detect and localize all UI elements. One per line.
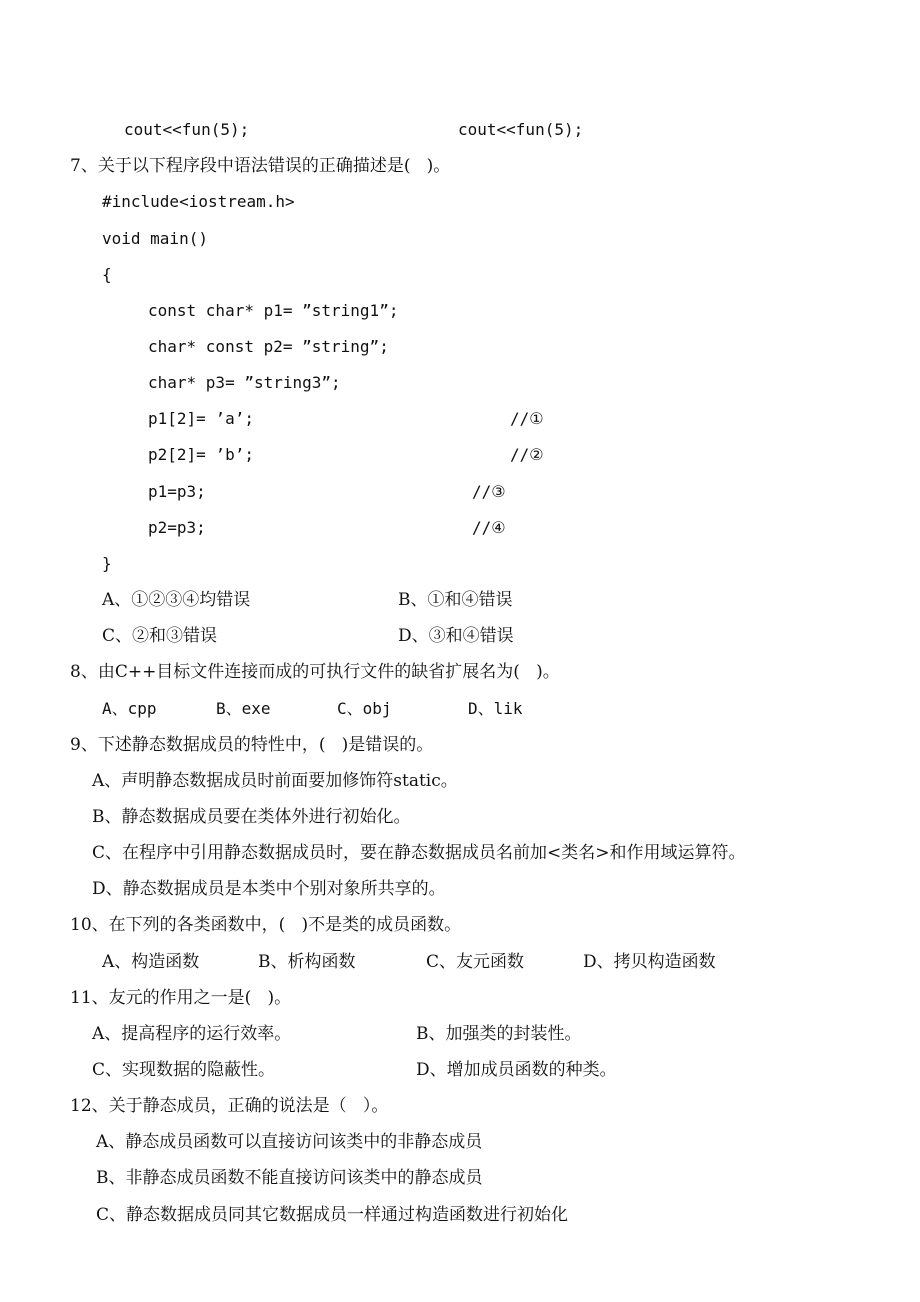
- question-8-option-c: C、obj: [337, 699, 392, 718]
- code-line-3: char* p3= ”string3”;: [148, 373, 341, 392]
- code-line-cout-right: cout<<fun(5);: [458, 120, 584, 139]
- question-10-stem: 10、在下列的各类函数中，( )不是类的成员函数。: [70, 915, 462, 935]
- question-8-stem: 8、由C++目标文件连接而成的可执行文件的缺省扩展名为( )。: [70, 662, 560, 682]
- question-12-option-b: B、非静态成员函数不能直接访问该类中的静态成员: [96, 1168, 483, 1188]
- question-9-stem: 9、下述静态数据成员的特性中，( )是错误的。: [70, 735, 434, 755]
- question-12-option-a: A、静态成员函数可以直接访问该类中的非静态成员: [96, 1132, 483, 1152]
- question-8-option-a: A、cpp: [102, 699, 157, 718]
- question-7-option-b: B、①和④错误: [398, 590, 513, 610]
- question-7-option-a: A、①②③④均错误: [102, 590, 251, 610]
- question-10-option-d: D、拷贝构造函数: [583, 952, 716, 972]
- question-7-stem: 7、关于以下程序段中语法错误的正确描述是( )。: [70, 156, 451, 176]
- code-open-brace: {: [102, 265, 112, 284]
- code-line-4: p1[2]= ’a’;: [148, 409, 254, 428]
- question-10-option-b: B、析构函数: [258, 952, 356, 972]
- question-11-option-c: C、实现数据的隐蔽性。: [92, 1060, 276, 1080]
- code-comment-3: //③: [472, 482, 506, 501]
- code-comment-2: //②: [510, 445, 544, 464]
- code-line-1: const char* p1= ”string1”;: [148, 301, 399, 320]
- code-comment-1: //①: [510, 409, 544, 428]
- question-12-stem: 12、关于静态成员，正确的说法是（ ）。: [70, 1096, 389, 1116]
- code-line-7: p2=p3;: [148, 518, 206, 537]
- question-11-option-a: A、提高程序的运行效率。: [92, 1024, 292, 1044]
- question-11-option-b: B、加强类的封装性。: [416, 1024, 582, 1044]
- question-10-option-c: C、友元函数: [426, 952, 525, 972]
- question-8-option-b: B、exe: [216, 699, 271, 718]
- question-12-option-c: C、静态数据成员同其它数据成员一样通过构造函数进行初始化: [96, 1205, 569, 1225]
- code-line-2: char* const p2= ”string”;: [148, 337, 389, 356]
- question-10-option-a: A、构造函数: [102, 952, 200, 972]
- question-9-option-a: A、声明静态数据成员时前面要加修饰符static。: [92, 771, 458, 791]
- code-include: #include<iostream.h>: [102, 192, 295, 211]
- code-close-brace: }: [102, 554, 112, 573]
- code-line-6: p1=p3;: [148, 482, 206, 501]
- question-9-option-d: D、静态数据成员是本类中个别对象所共享的。: [92, 879, 446, 899]
- question-7-option-d: D、③和④错误: [398, 626, 514, 646]
- question-7-option-c: C、②和③错误: [102, 626, 218, 646]
- question-8-option-d: D、lik: [468, 699, 523, 718]
- question-9-option-b: B、静态数据成员要在类体外进行初始化。: [92, 807, 411, 827]
- code-comment-4: //④: [472, 518, 506, 537]
- code-line-cout-left: cout<<fun(5);: [124, 120, 250, 139]
- code-line-5: p2[2]= ’b’;: [148, 445, 254, 464]
- question-11-option-d: D、增加成员函数的种类。: [416, 1060, 617, 1080]
- question-11-stem: 11、友元的作用之一是( )。: [70, 988, 292, 1008]
- question-9-option-c: C、在程序中引用静态数据成员时，要在静态数据成员名前加<类名>和作用域运算符。: [92, 843, 746, 863]
- code-main: void main(): [102, 229, 208, 248]
